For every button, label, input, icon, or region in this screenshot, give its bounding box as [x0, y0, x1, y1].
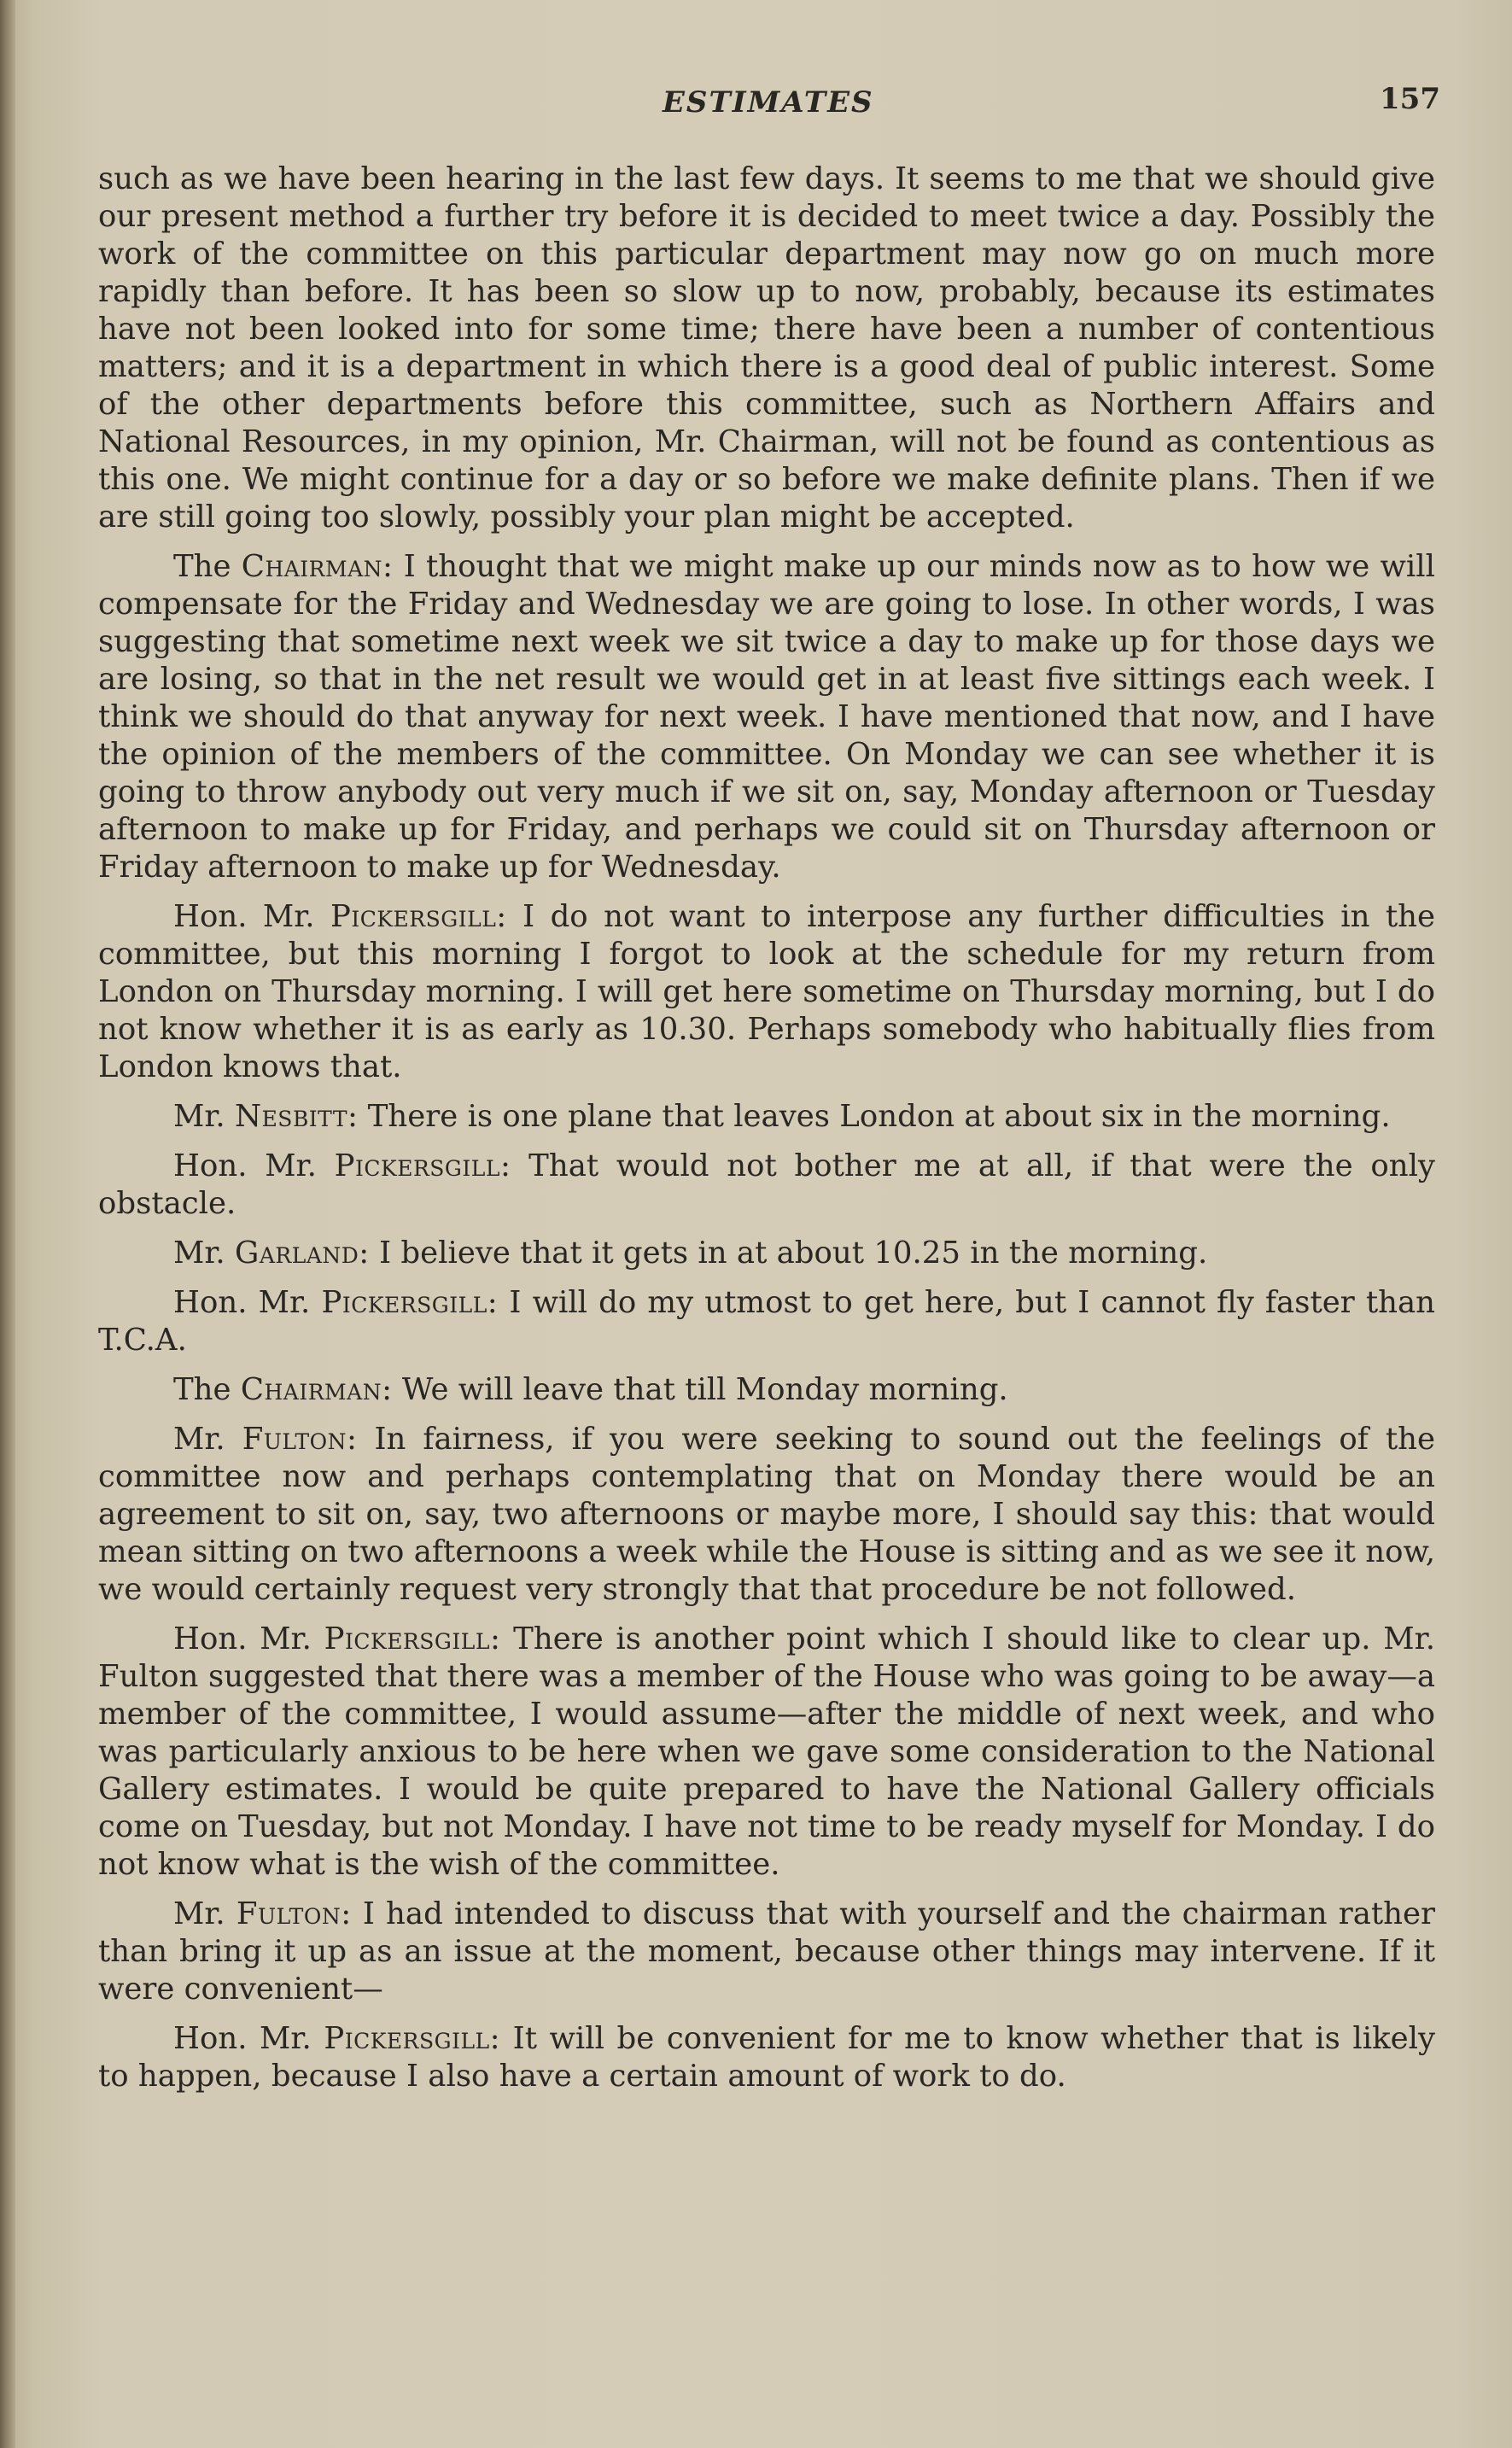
speaker-name: Pickersgill: [334, 1148, 511, 1183]
paragraph [98, 161, 1435, 536]
paragraph-text: It will be convenient for me to know whether that is likely to happen, because I also have a certain amount of work to do. [98, 2021, 1435, 2094]
paragraph-text: In fairness, if you were seeking to sound out the feelings of the committee now and perhaps contemplating that on Monday there would be an agreement to sit on, say, two afternoons or maybe more, I should say this: that would mean sitting on two afternoons a week while the House is sitting and as we see it now, we would certainly request very strongly that that procedure be not followed. [98, 1422, 1435, 1607]
speaker-prefix: Hon. Mr. [173, 2021, 324, 2056]
paragraph-text: There is one plane that leaves London at about six in the morning. [358, 1099, 1391, 1134]
paragraph-text: That would not bother me at all, if that were the only obstacle. [98, 1148, 1435, 1221]
paragraph [98, 898, 1435, 1086]
speaker-name: Pickersgill: [324, 1621, 501, 1656]
speaker-prefix: Mr. [173, 1099, 235, 1134]
speaker-prefix: The [173, 1372, 241, 1407]
page-header [0, 79, 1512, 121]
book-spine-edge [0, 0, 15, 2448]
page-number: 157 [1380, 82, 1440, 116]
paragraph-text: I thought that we might make up our minds now as to how we will compensate for the Friday and Wednesday we are going to lose. In other words, I was suggesting that sometime next week we sit twice a day to make up for those days we are losing, so that in the net result we would get in at least five sittings each week. I think we should do that anyway for next week. I have mentioned that now, and I have the opinion of the members of the committee. On Monday we can see whether it is going to throw anybody out very much if we sit on, say, Monday afternoon or Tuesday afternoon to make up for Friday, and perhaps we could sit on Thursday afternoon or Friday afternoon to make up for Wednesday. [98, 549, 1435, 885]
paragraph [98, 2020, 1435, 2095]
speaker-name: Pickersgill: [330, 899, 507, 934]
paragraph [98, 1148, 1435, 1223]
speaker-name: Pickersgill: [324, 2021, 501, 2056]
paragraph [98, 1421, 1435, 1609]
speaker-prefix: Hon. Mr. [173, 1285, 322, 1320]
paragraph-text: such as we have been hearing in the last few days. It seems to me that we should give our present method a further try before it is decided to meet twice a day. Possibly the work of the committee on this particular department may now go on much more rapidly than before. It has been so slow up to now, probably, because its estimates have not been looked into for some time; there have been a number of contentious matters; and it is a department in which there is a good deal of public interest. Some of the other departments before this committee, such as Northern Affairs and National Resources, in my opinion, Mr. Chairman, will not be found as contentious as this one. We might continue for a day or so before we make definite plans. Then if we are still going too slowly, possibly your plan might be accepted. [98, 161, 1435, 535]
speaker-name: Fulton: [242, 1422, 358, 1457]
paragraph [98, 1284, 1435, 1359]
paragraph [98, 1896, 1435, 2008]
paragraph-text: We will leave that till Monday morning. [392, 1372, 1008, 1407]
speaker-prefix: Hon. Mr. [173, 1148, 335, 1183]
speaker-prefix: Hon. Mr. [173, 899, 330, 934]
paragraph-text: There is another point which I should like to clear up. Mr. Fulton suggested that there was a member of the House who was going to be away—a member of the committee, I would assume—after the middle of next week, and who was particularly anxious to be here when we gave some consideration to the National Gallery estimates. I would be quite prepared to have the National Gallery officials come on Tuesday, but not Monday. I have not time to be ready myself for Monday. I do not know what is the wish of the committee. [98, 1621, 1435, 1882]
speaker-name: Chairman: [241, 549, 394, 584]
speaker-prefix: Mr. [173, 1896, 236, 1931]
speaker-name: Pickersgill: [321, 1285, 499, 1320]
speaker-prefix: Hon. Mr. [173, 1621, 324, 1656]
speaker-prefix: Mr. [173, 1236, 235, 1271]
speaker-prefix: Mr. [173, 1422, 242, 1457]
paragraph-text: I believe that it gets in at about 10.25 in the morning. [369, 1236, 1208, 1271]
paragraph [98, 1098, 1435, 1136]
speaker-name: Chairman: [240, 1372, 393, 1407]
paragraph [98, 548, 1435, 886]
paragraph [98, 1621, 1435, 1884]
running-title: ESTIMATES [663, 85, 874, 120]
speaker-prefix: The [173, 549, 242, 584]
paragraph [98, 1235, 1435, 1272]
paragraph-text: I will do my utmost to get here, but I cannot fly faster than T.C.A. [98, 1285, 1435, 1358]
paragraph [98, 1371, 1435, 1409]
paragraph-text: I do not want to interpose any further difficulties in the committee, but this morning I forgot to look at the schedule for my return from London on Thursday morning. I will get here sometime on Thursday morning, but I do not know whether it is as early as 10.30. Perhaps somebody who habitually flies from London knows that. [98, 899, 1435, 1084]
page-body [98, 161, 1435, 2107]
speaker-name: Fulton: [236, 1896, 352, 1931]
speaker-name: Garland: [235, 1236, 370, 1271]
paragraph-text: I had intended to discuss that with yourself and the chairman rather than bring it up as an issue at the moment, because other things may intervene. If it were convenient— [98, 1896, 1435, 2007]
speaker-name: Nesbitt: [235, 1099, 359, 1134]
